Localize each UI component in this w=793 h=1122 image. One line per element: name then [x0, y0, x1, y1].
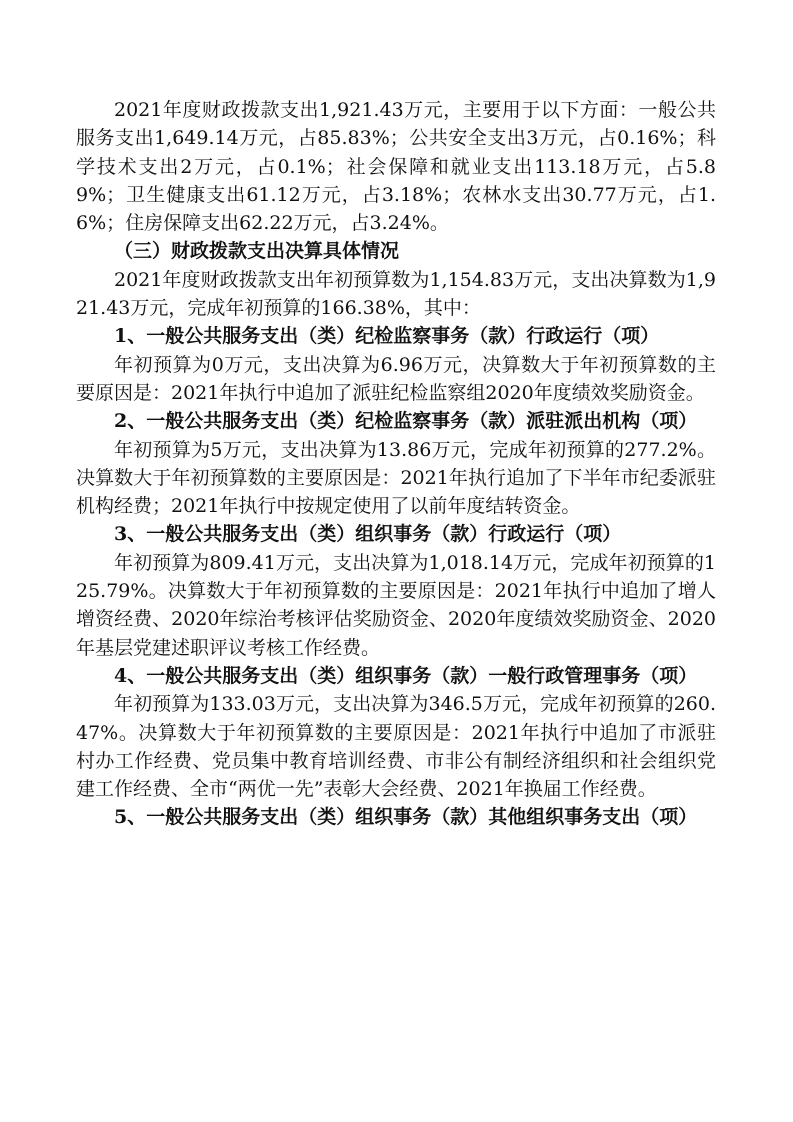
item-2-title: 2、一般公共服务支出（类）纪检监察事务（款）派驻派出机构（项） — [114, 410, 698, 433]
item-4-title: 4、一般公共服务支出（类）组织事务（款）一般行政管理事务（项） — [114, 664, 698, 687]
item-2-body: 年初预算为5万元，支出决算为13.86万元，完成年初预算的277.2%。决算数大于年初预算数的主要原因是：2021年执行追加了下半年市纪委派驻机构经费；2021年执行中按规定使用了以前年度结转资金。 — [76, 438, 716, 518]
intro-paragraph: 2021年度财政拨款支出1,921.43万元，主要用于以下方面：一般公共服务支出1,649.14万元，占85.83%；公共安全支出3万元，占0.16%；科学技术支出2万元，占0.1%；社会保障和就业支出113.18万元，占5.89%；卫生健康支出61.12万元，占3.18%；农林水支出30.77万元，占1.6%；住房保障支出62.22万元，占3.24%。 — [76, 99, 716, 235]
section-title: （三）财政拨款支出决算具体情况 — [114, 240, 400, 263]
item-3-body: 年初预算为809.41万元，支出决算为1,018.14万元，完成年初预算的125.79%。决算数大于年初预算数的主要原因是：2021年执行中追加了增人增资经费、2020年综治考核评估奖励资金、2020年度绩效奖励资金、2020年基层党建述职评议考核工作经费。 — [76, 551, 716, 659]
section-summary: 2021年度财政拨款支出年初预算数为1,154.83万元，支出决算数为1,921.43万元，完成年初预算的166.38%，其中： — [76, 268, 716, 320]
item-1-title: 1、一般公共服务支出（类）纪检监察事务（款）行政运行（项） — [114, 325, 660, 348]
item-5-title: 5、一般公共服务支出（类）组织事务（款）其他组织事务支出（项） — [114, 806, 698, 829]
document-page — [76, 96, 716, 832]
item-3-title: 3、一般公共服务支出（类）组织事务（款）行政运行（项） — [114, 523, 622, 546]
item-1-body: 年初预算为0万元，支出决算为6.96万元，决算数大于年初预算数的主要原因是：2021年执行中追加了派驻纪检监察组2020年度绩效奖励资金。 — [76, 353, 716, 404]
item-4-body: 年初预算为133.03万元，支出决算为346.5万元，完成年初预算的260.47%。决算数大于年初预算数的主要原因是：2021年执行中追加了市派驻村办工作经费、党员集中教育培训经费、市非公有制经济组织和社会组织党建工作经费、全市“两优一先”表彰大会经费、2021年换届工作经费。 — [76, 693, 716, 801]
